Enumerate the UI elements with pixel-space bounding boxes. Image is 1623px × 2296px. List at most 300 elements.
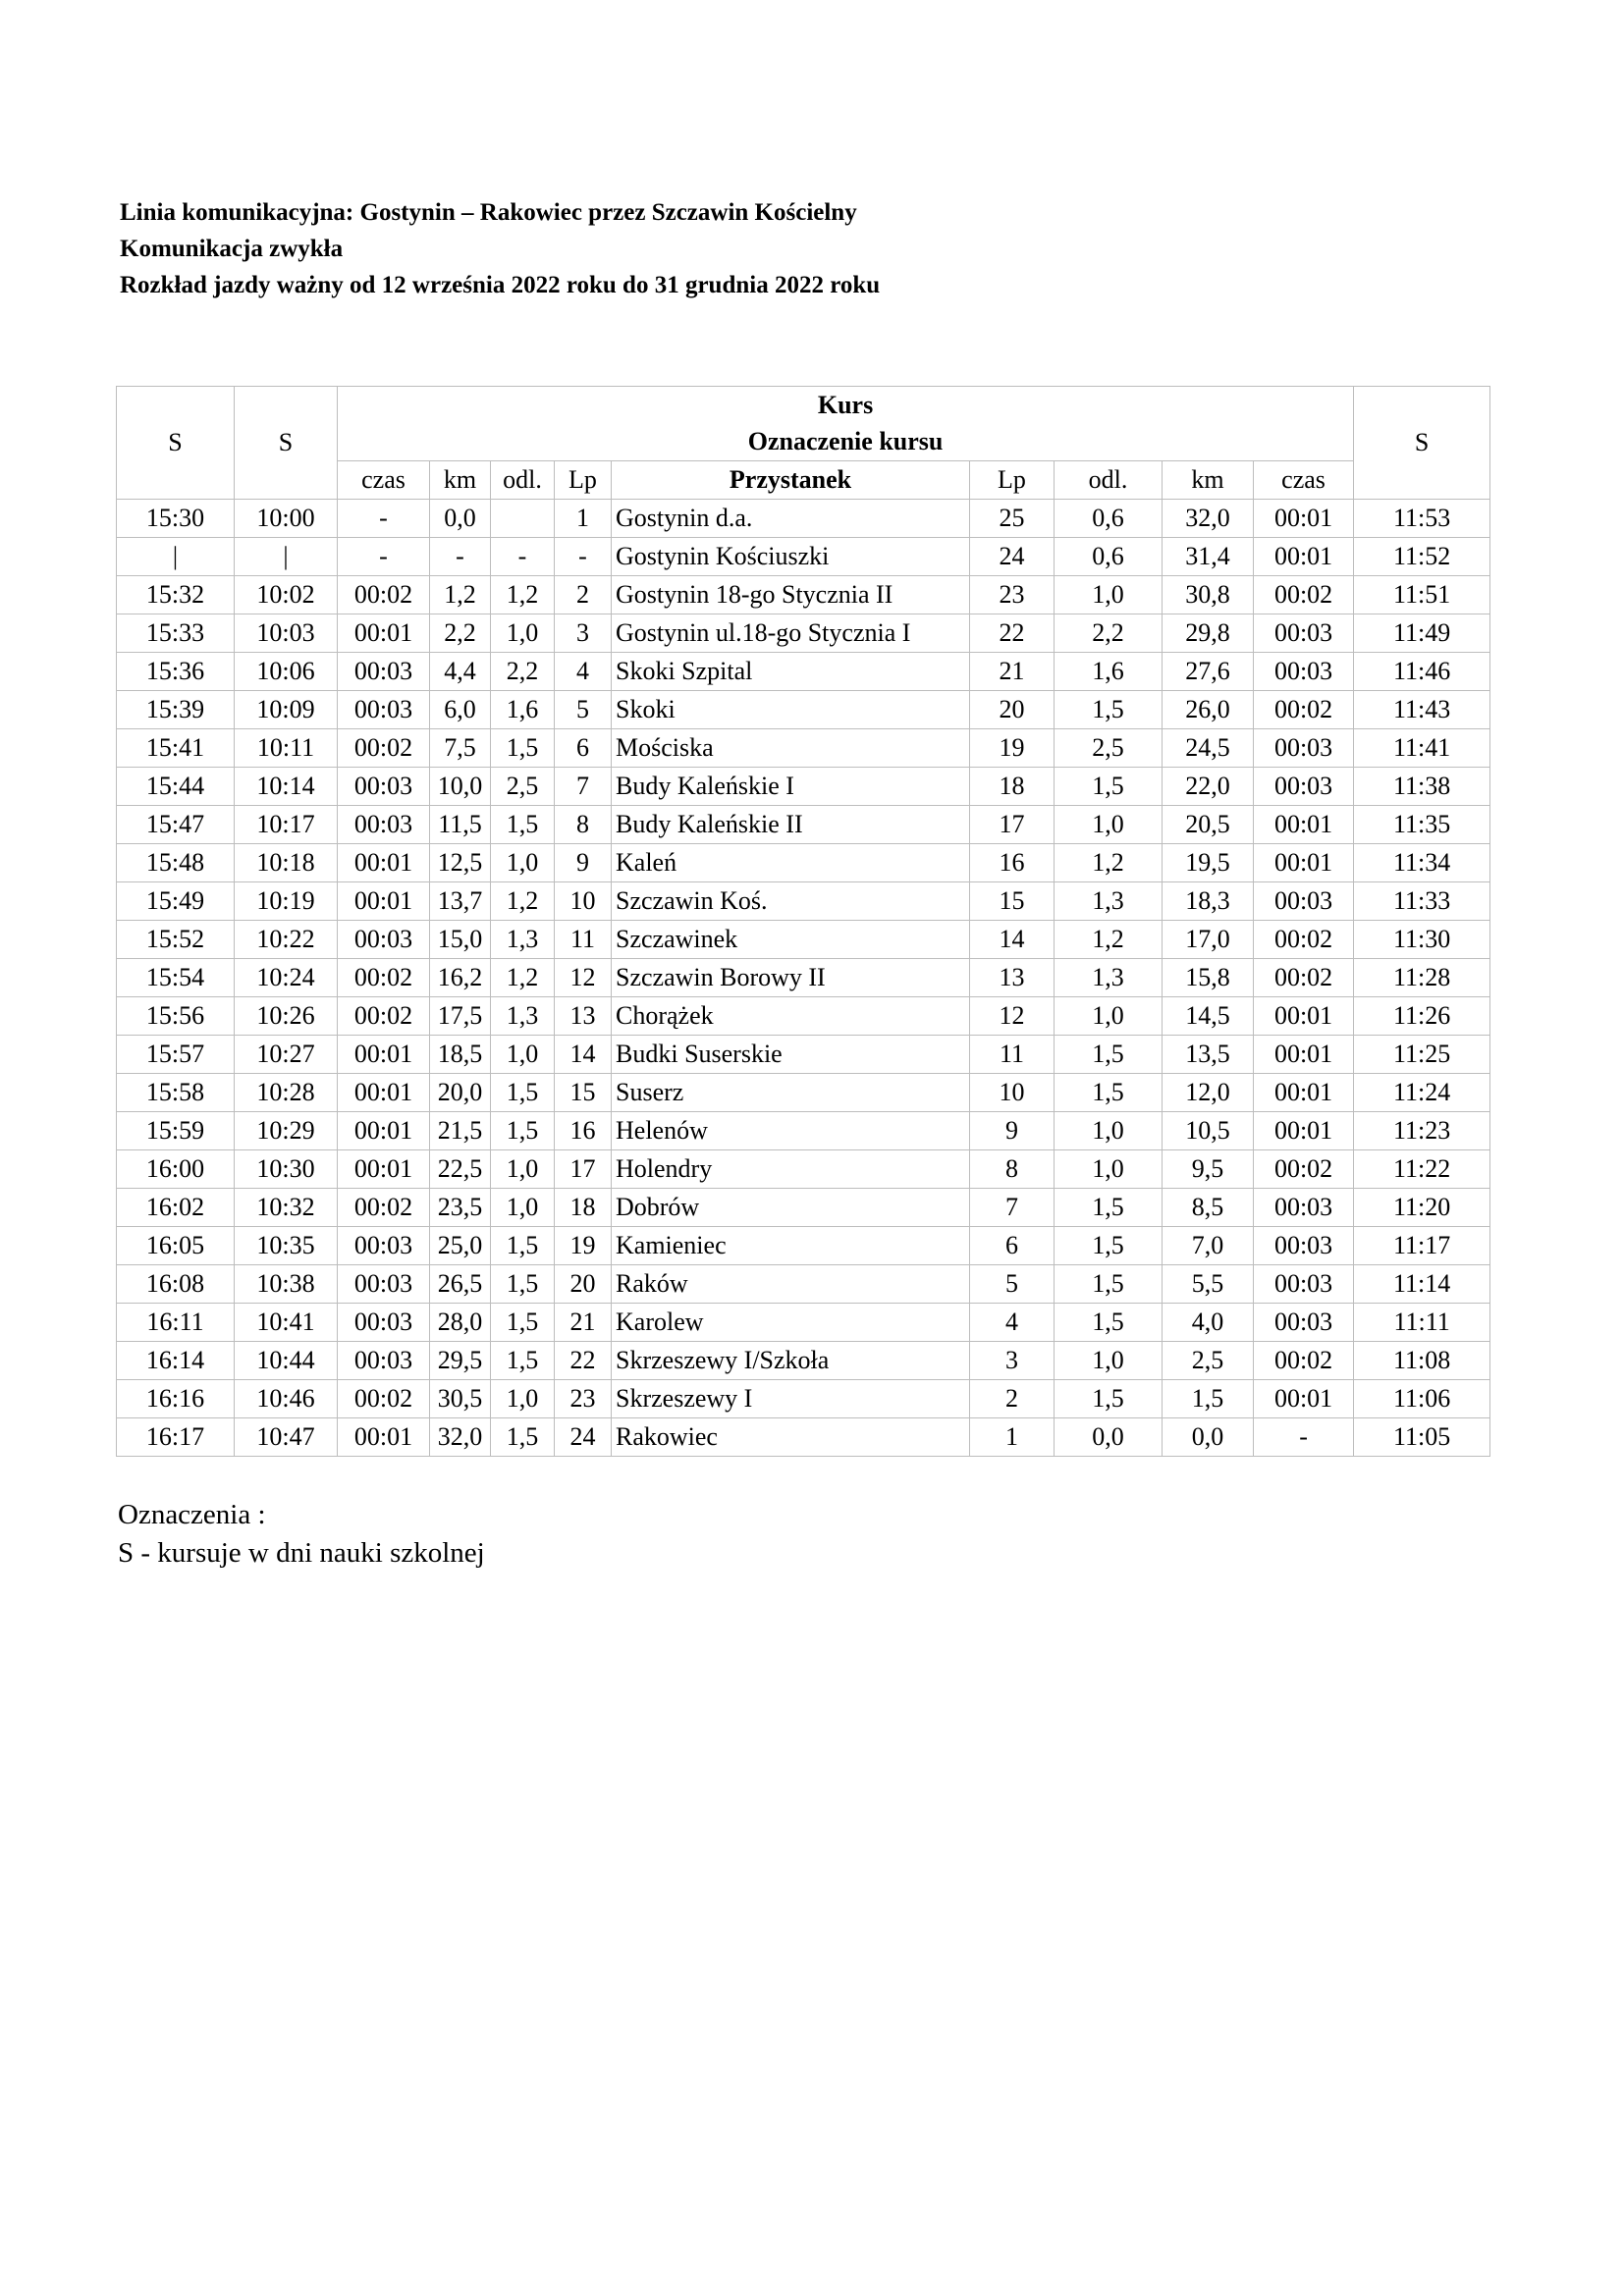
cell-lp-ret: 3 [970,1342,1055,1380]
cell-km-out: 30,5 [430,1380,491,1418]
cell-lp-ret: 12 [970,997,1055,1036]
cell-dep-s1: 16:08 [117,1265,235,1304]
cell-dep-s1: 15:47 [117,806,235,844]
cell-czas-ret: 00:03 [1254,768,1354,806]
cell-dep-s2: 10:00 [235,500,338,538]
cell-stop-name: Suserz [612,1074,970,1112]
cell-lp-ret: 18 [970,768,1055,806]
cell-dep-s2: 10:03 [235,614,338,653]
cell-lp-ret: 5 [970,1265,1055,1304]
header-przystanek: Przystanek [612,461,970,500]
cell-odl-out: 1,5 [491,1112,555,1150]
cell-dep-s1: 15:59 [117,1112,235,1150]
cell-lp-ret: 11 [970,1036,1055,1074]
header-odl-outbound: odl. [491,461,555,500]
header-s-2: S [235,387,338,500]
table-row [117,614,1490,653]
header-s-1: S [117,387,235,500]
table-row [117,844,1490,882]
cell-odl-out [491,500,555,538]
cell-odl-ret: 1,5 [1055,1380,1163,1418]
cell-czas-ret: 00:02 [1254,1150,1354,1189]
cell-lp-ret: 6 [970,1227,1055,1265]
cell-lp-ret: 20 [970,691,1055,729]
cell-dep-s2: 10:28 [235,1074,338,1112]
cell-dep-s3: 11:34 [1354,844,1490,882]
cell-km-out: 1,2 [430,576,491,614]
cell-km-ret: 18,3 [1163,882,1254,921]
cell-stop-name: Karolew [612,1304,970,1342]
table-row [117,1380,1490,1418]
cell-km-ret: 5,5 [1163,1265,1254,1304]
cell-lp-out: - [555,538,612,576]
header-kurs: Kurs [338,387,1354,424]
table-row [117,921,1490,959]
cell-odl-ret: 1,5 [1055,1265,1163,1304]
cell-odl-out: 1,2 [491,959,555,997]
cell-lp-out: 3 [555,614,612,653]
cell-km-out: 16,2 [430,959,491,997]
cell-czas-ret: 00:02 [1254,921,1354,959]
cell-dep-s2: 10:14 [235,768,338,806]
cell-km-out: 12,5 [430,844,491,882]
cell-km-out: - [430,538,491,576]
cell-lp-out: 19 [555,1227,612,1265]
cell-stop-name: Skrzeszewy I/Szkoła [612,1342,970,1380]
cell-dep-s3: 11:52 [1354,538,1490,576]
table-row [117,959,1490,997]
cell-lp-out: 17 [555,1150,612,1189]
header-km-return: km [1163,461,1254,500]
timetable [116,386,1490,1457]
cell-czas-ret: 00:01 [1254,806,1354,844]
cell-dep-s1: 15:33 [117,614,235,653]
cell-dep-s3: 11:17 [1354,1227,1490,1265]
cell-km-out: 20,0 [430,1074,491,1112]
cell-dep-s3: 11:05 [1354,1418,1490,1457]
cell-km-ret: 0,0 [1163,1418,1254,1457]
cell-km-out: 4,4 [430,653,491,691]
cell-lp-ret: 9 [970,1112,1055,1150]
cell-stop-name: Budki Suserskie [612,1036,970,1074]
cell-dep-s3: 11:53 [1354,500,1490,538]
cell-dep-s1: 16:16 [117,1380,235,1418]
cell-odl-out: 1,5 [491,1265,555,1304]
cell-dep-s2: 10:27 [235,1036,338,1074]
cell-dep-s1: 15:32 [117,576,235,614]
cell-odl-out: 1,0 [491,1189,555,1227]
cell-odl-out: 2,5 [491,768,555,806]
cell-km-out: 28,0 [430,1304,491,1342]
cell-dep-s1: 15:56 [117,997,235,1036]
cell-czas-ret: 00:01 [1254,844,1354,882]
cell-odl-out: 1,0 [491,1036,555,1074]
header-oznaczenie-kursu: Oznaczenie kursu [338,423,1354,461]
cell-czas-out: 00:01 [338,1418,430,1457]
cell-km-ret: 1,5 [1163,1380,1254,1418]
cell-odl-ret: 1,0 [1055,576,1163,614]
cell-dep-s3: 11:43 [1354,691,1490,729]
cell-odl-ret: 1,5 [1055,1074,1163,1112]
cell-lp-out: 18 [555,1189,612,1227]
table-row [117,1418,1490,1457]
table-row [117,653,1490,691]
line-title: Linia komunikacyjna: Gostynin – Rakowiec przez Szczawin Kościelny [120,199,857,226]
cell-czas-ret: 00:01 [1254,538,1354,576]
cell-czas-ret: 00:03 [1254,882,1354,921]
cell-stop-name: Szczawinek [612,921,970,959]
cell-dep-s1: 15:58 [117,1074,235,1112]
cell-czas-out: 00:03 [338,1304,430,1342]
cell-odl-out: 1,5 [491,1342,555,1380]
cell-odl-ret: 1,3 [1055,882,1163,921]
cell-dep-s2: 10:02 [235,576,338,614]
cell-stop-name: Skoki Szpital [612,653,970,691]
cell-lp-ret: 10 [970,1074,1055,1112]
cell-odl-ret: 1,3 [1055,959,1163,997]
cell-dep-s2: 10:24 [235,959,338,997]
cell-km-ret: 30,8 [1163,576,1254,614]
cell-km-out: 21,5 [430,1112,491,1150]
cell-dep-s3: 11:06 [1354,1380,1490,1418]
table-row [117,691,1490,729]
cell-czas-ret: 00:03 [1254,653,1354,691]
cell-km-out: 0,0 [430,500,491,538]
cell-lp-ret: 25 [970,500,1055,538]
table-row [117,729,1490,768]
cell-dep-s2: 10:30 [235,1150,338,1189]
cell-km-out: 10,0 [430,768,491,806]
cell-czas-ret: 00:02 [1254,1342,1354,1380]
cell-odl-ret: 1,5 [1055,1304,1163,1342]
cell-km-ret: 27,6 [1163,653,1254,691]
cell-km-out: 7,5 [430,729,491,768]
header-odl-return: odl. [1055,461,1163,500]
cell-odl-ret: 1,5 [1055,691,1163,729]
cell-dep-s3: 11:30 [1354,921,1490,959]
cell-km-ret: 12,0 [1163,1074,1254,1112]
cell-dep-s2: 10:26 [235,997,338,1036]
cell-km-ret: 17,0 [1163,921,1254,959]
cell-odl-ret: 0,0 [1055,1418,1163,1457]
cell-czas-ret: 00:02 [1254,576,1354,614]
cell-czas-ret: 00:03 [1254,729,1354,768]
cell-odl-out: 1,0 [491,1380,555,1418]
cell-lp-ret: 13 [970,959,1055,997]
cell-lp-ret: 2 [970,1380,1055,1418]
cell-dep-s3: 11:08 [1354,1342,1490,1380]
cell-km-out: 11,5 [430,806,491,844]
cell-czas-out: 00:03 [338,921,430,959]
cell-dep-s1: 15:30 [117,500,235,538]
cell-lp-ret: 24 [970,538,1055,576]
cell-km-out: 2,2 [430,614,491,653]
cell-stop-name: Dobrów [612,1189,970,1227]
cell-dep-s1: 15:41 [117,729,235,768]
cell-odl-ret: 1,2 [1055,844,1163,882]
cell-odl-out: 1,2 [491,882,555,921]
cell-dep-s3: 11:46 [1354,653,1490,691]
cell-km-ret: 4,0 [1163,1304,1254,1342]
table-row [117,882,1490,921]
cell-stop-name: Kamieniec [612,1227,970,1265]
cell-czas-out: 00:02 [338,1380,430,1418]
cell-stop-name: Kaleń [612,844,970,882]
legend [118,1496,485,1573]
cell-odl-ret: 0,6 [1055,500,1163,538]
cell-dep-s2: 10:44 [235,1342,338,1380]
cell-lp-out: 22 [555,1342,612,1380]
table-row [117,1227,1490,1265]
cell-km-out: 22,5 [430,1150,491,1189]
cell-dep-s3: 11:11 [1354,1304,1490,1342]
cell-dep-s3: 11:28 [1354,959,1490,997]
cell-stop-name: Helenów [612,1112,970,1150]
cell-km-ret: 24,5 [1163,729,1254,768]
cell-odl-out: 1,3 [491,997,555,1036]
cell-dep-s2: 10:38 [235,1265,338,1304]
cell-lp-ret: 16 [970,844,1055,882]
cell-dep-s1: 15:48 [117,844,235,882]
cell-dep-s3: 11:26 [1354,997,1490,1036]
cell-km-ret: 29,8 [1163,614,1254,653]
cell-czas-out: - [338,500,430,538]
cell-lp-out: 13 [555,997,612,1036]
cell-lp-ret: 17 [970,806,1055,844]
table-row [117,576,1490,614]
cell-czas-out: 00:03 [338,1265,430,1304]
cell-km-ret: 15,8 [1163,959,1254,997]
cell-lp-ret: 14 [970,921,1055,959]
cell-dep-s3: 11:25 [1354,1036,1490,1074]
cell-dep-s1: 15:54 [117,959,235,997]
cell-lp-ret: 15 [970,882,1055,921]
cell-stop-name: Chorążek [612,997,970,1036]
cell-odl-ret: 2,2 [1055,614,1163,653]
cell-odl-ret: 1,0 [1055,806,1163,844]
cell-stop-name: Skrzeszewy I [612,1380,970,1418]
cell-lp-out: 1 [555,500,612,538]
cell-km-out: 29,5 [430,1342,491,1380]
table-row [117,806,1490,844]
cell-czas-out: 00:01 [338,844,430,882]
cell-dep-s3: 11:51 [1354,576,1490,614]
cell-czas-ret: 00:02 [1254,959,1354,997]
cell-odl-ret: 1,6 [1055,653,1163,691]
cell-czas-out: 00:02 [338,1189,430,1227]
cell-km-ret: 8,5 [1163,1189,1254,1227]
cell-odl-out: 1,0 [491,614,555,653]
cell-czas-out: 00:02 [338,959,430,997]
cell-stop-name: Rakowiec [612,1418,970,1457]
cell-odl-ret: 1,0 [1055,1342,1163,1380]
timetable-body [117,500,1490,1457]
table-row [117,538,1490,576]
cell-odl-ret: 1,5 [1055,1036,1163,1074]
cell-lp-ret: 19 [970,729,1055,768]
cell-odl-out: 1,0 [491,1150,555,1189]
table-row [117,1189,1490,1227]
cell-dep-s1: 16:05 [117,1227,235,1265]
cell-dep-s3: 11:49 [1354,614,1490,653]
cell-czas-out: - [338,538,430,576]
cell-odl-out: 1,3 [491,921,555,959]
cell-czas-out: 00:01 [338,882,430,921]
cell-lp-out: 2 [555,576,612,614]
cell-czas-ret: 00:02 [1254,691,1354,729]
cell-stop-name: Holendry [612,1150,970,1189]
cell-lp-ret: 7 [970,1189,1055,1227]
cell-odl-ret: 2,5 [1055,729,1163,768]
cell-km-ret: 19,5 [1163,844,1254,882]
table-row [117,768,1490,806]
cell-dep-s2: | [235,538,338,576]
cell-lp-out: 8 [555,806,612,844]
cell-czas-out: 00:01 [338,1036,430,1074]
cell-lp-ret: 8 [970,1150,1055,1189]
cell-dep-s2: 10:35 [235,1227,338,1265]
cell-lp-out: 5 [555,691,612,729]
cell-czas-ret: 00:01 [1254,500,1354,538]
cell-czas-out: 00:03 [338,653,430,691]
cell-lp-out: 10 [555,882,612,921]
cell-km-out: 13,7 [430,882,491,921]
cell-odl-out: 1,0 [491,844,555,882]
cell-dep-s3: 11:22 [1354,1150,1490,1189]
cell-czas-ret: 00:01 [1254,997,1354,1036]
cell-stop-name: Szczawin Borowy II [612,959,970,997]
cell-lp-out: 7 [555,768,612,806]
cell-odl-out: 2,2 [491,653,555,691]
cell-stop-name: Gostynin Kościuszki [612,538,970,576]
cell-dep-s3: 11:38 [1354,768,1490,806]
cell-dep-s2: 10:11 [235,729,338,768]
cell-dep-s1: 15:57 [117,1036,235,1074]
cell-czas-out: 00:03 [338,768,430,806]
cell-lp-ret: 21 [970,653,1055,691]
cell-odl-ret: 1,2 [1055,921,1163,959]
cell-dep-s1: 16:00 [117,1150,235,1189]
cell-dep-s3: 11:24 [1354,1074,1490,1112]
cell-odl-out: 1,6 [491,691,555,729]
cell-odl-ret: 1,5 [1055,1227,1163,1265]
cell-dep-s1: 15:44 [117,768,235,806]
cell-lp-ret: 1 [970,1418,1055,1457]
cell-odl-out: 1,5 [491,806,555,844]
cell-dep-s2: 10:29 [235,1112,338,1150]
cell-czas-out: 00:01 [338,1150,430,1189]
cell-km-ret: 20,5 [1163,806,1254,844]
cell-odl-out: - [491,538,555,576]
cell-czas-ret: 00:03 [1254,1304,1354,1342]
cell-dep-s2: 10:41 [235,1304,338,1342]
header-lp-outbound: Lp [555,461,612,500]
cell-km-ret: 7,0 [1163,1227,1254,1265]
cell-stop-name: Gostynin 18-go Stycznia II [612,576,970,614]
cell-dep-s3: 11:41 [1354,729,1490,768]
header-czas-outbound: czas [338,461,430,500]
cell-km-ret: 22,0 [1163,768,1254,806]
cell-dep-s1: 15:39 [117,691,235,729]
cell-czas-ret: 00:03 [1254,614,1354,653]
cell-stop-name: Gostynin d.a. [612,500,970,538]
cell-km-ret: 13,5 [1163,1036,1254,1074]
cell-odl-ret: 0,6 [1055,538,1163,576]
cell-dep-s3: 11:23 [1354,1112,1490,1150]
cell-czas-out: 00:01 [338,614,430,653]
cell-lp-out: 12 [555,959,612,997]
header-czas-return: czas [1254,461,1354,500]
cell-czas-ret: 00:01 [1254,1074,1354,1112]
cell-odl-out: 1,5 [491,1227,555,1265]
cell-lp-out: 24 [555,1418,612,1457]
cell-lp-out: 23 [555,1380,612,1418]
cell-stop-name: Mościska [612,729,970,768]
cell-odl-out: 1,2 [491,576,555,614]
table-row [117,1074,1490,1112]
cell-km-ret: 9,5 [1163,1150,1254,1189]
cell-stop-name: Budy Kaleńskie I [612,768,970,806]
cell-dep-s1: 16:17 [117,1418,235,1457]
cell-lp-out: 20 [555,1265,612,1304]
cell-dep-s1: 15:36 [117,653,235,691]
cell-dep-s1: 15:49 [117,882,235,921]
table-row [117,997,1490,1036]
cell-km-out: 15,0 [430,921,491,959]
cell-dep-s2: 10:32 [235,1189,338,1227]
cell-dep-s1: 15:52 [117,921,235,959]
cell-lp-out: 11 [555,921,612,959]
cell-odl-ret: 1,0 [1055,1112,1163,1150]
cell-stop-name: Raków [612,1265,970,1304]
cell-dep-s3: 11:14 [1354,1265,1490,1304]
cell-dep-s2: 10:09 [235,691,338,729]
cell-stop-name: Gostynin ul.18-go Stycznia I [612,614,970,653]
cell-dep-s3: 11:33 [1354,882,1490,921]
cell-lp-ret: 23 [970,576,1055,614]
cell-dep-s3: 11:20 [1354,1189,1490,1227]
cell-km-ret: 10,5 [1163,1112,1254,1150]
cell-stop-name: Budy Kaleńskie II [612,806,970,844]
header-s-3: S [1354,387,1490,500]
cell-lp-ret: 22 [970,614,1055,653]
cell-dep-s2: 10:06 [235,653,338,691]
cell-czas-ret: 00:01 [1254,1036,1354,1074]
cell-lp-out: 14 [555,1036,612,1074]
cell-dep-s1: | [117,538,235,576]
cell-czas-ret: - [1254,1418,1354,1457]
cell-czas-out: 00:02 [338,997,430,1036]
cell-odl-out: 1,5 [491,1304,555,1342]
header-km-outbound: km [430,461,491,500]
cell-czas-out: 00:01 [338,1074,430,1112]
cell-dep-s1: 16:14 [117,1342,235,1380]
header-lp-return: Lp [970,461,1055,500]
document-header [120,194,880,303]
cell-lp-out: 4 [555,653,612,691]
cell-dep-s1: 16:02 [117,1189,235,1227]
cell-lp-out: 9 [555,844,612,882]
cell-lp-out: 16 [555,1112,612,1150]
cell-km-out: 25,0 [430,1227,491,1265]
cell-dep-s2: 10:18 [235,844,338,882]
validity-period: Rozkład jazdy ważny od 12 września 2022 roku do 31 grudnia 2022 roku [120,272,881,298]
cell-km-ret: 2,5 [1163,1342,1254,1380]
cell-czas-ret: 00:03 [1254,1265,1354,1304]
cell-odl-ret: 1,0 [1055,997,1163,1036]
cell-dep-s3: 11:35 [1354,806,1490,844]
cell-dep-s2: 10:19 [235,882,338,921]
